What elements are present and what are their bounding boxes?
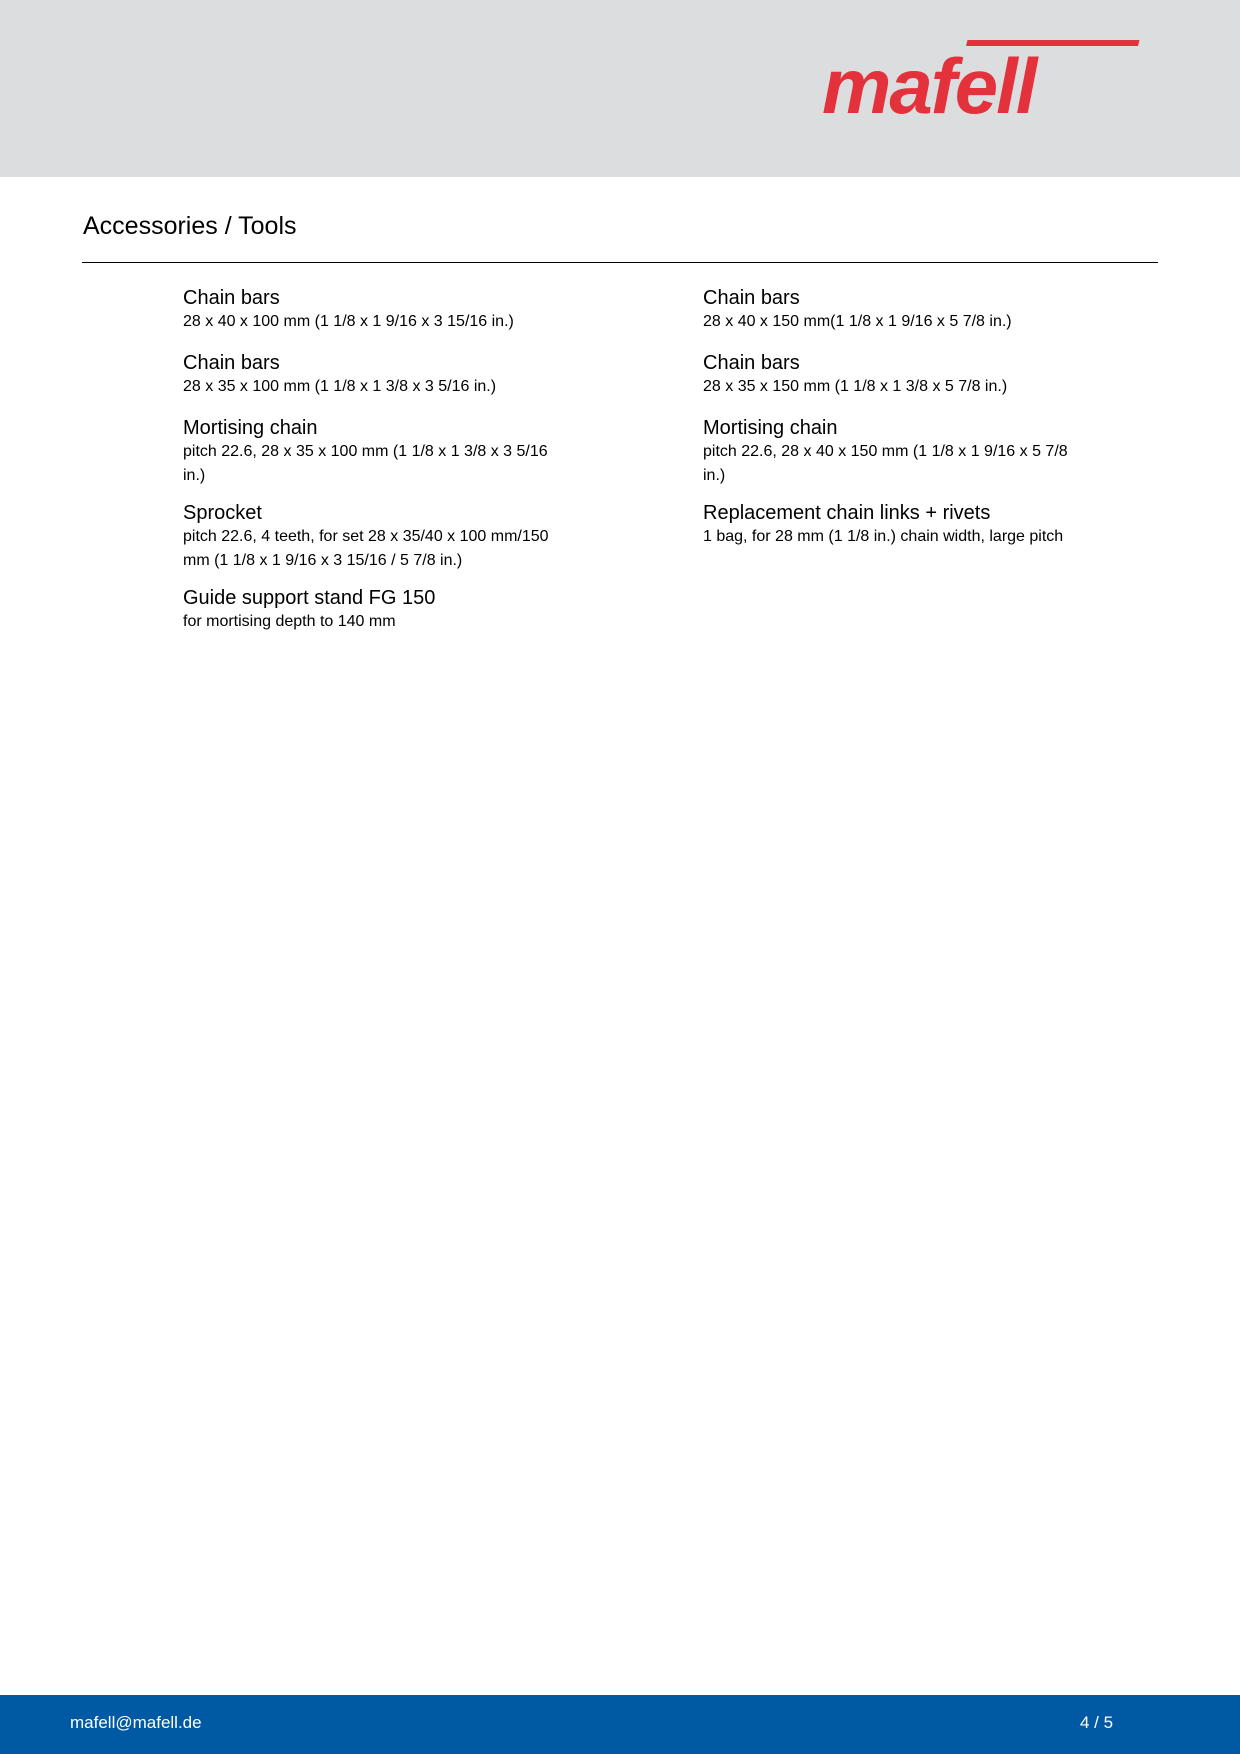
accessory-item [183,501,553,573]
section-title: Accessories / Tools [83,212,297,240]
accessory-item [183,416,553,488]
item-description: pitch 22.6, 4 teeth, for set 28 x 35/40 x 100 mm/150 mm (1 1/8 x 1 9/16 x 3 15/16 / 5 7/8 in.) [183,528,549,569]
item-description: 28 x 35 x 150 mm (1 1/8 x 1 3/8 x 5 7/8 in.) [703,378,1008,395]
accessory-item [703,286,1073,334]
item-description: 28 x 40 x 150 mm(1 1/8 x 1 9/16 x 5 7/8 in.) [703,313,1012,330]
item-name: Guide support stand FG 150 [183,587,436,609]
item-name: Sprocket [183,502,262,524]
item-description: 1 bag, for 28 mm (1 1/8 in.) chain width, large pitch [703,528,1064,545]
item-name: Mortising chain [183,417,318,439]
page-header [0,0,1240,177]
accessory-item [703,501,1073,549]
item-description: pitch 22.6, 28 x 35 x 100 mm (1 1/8 x 1 3/8 x 3 5/16 in.) [183,443,548,484]
accessory-item [703,416,1073,488]
section-divider [82,262,1158,263]
item-name: Replacement chain links + rivets [703,502,991,524]
item-name: Chain bars [703,352,800,374]
page-number: 4 / 5 [1080,1713,1114,1732]
mafell-logo [818,38,1148,138]
logo-wordmark: mafell [822,42,1036,130]
accessory-item [183,351,553,399]
item-name: Mortising chain [703,417,838,439]
item-name: Chain bars [183,352,280,374]
accessory-item [183,586,553,634]
footer-email[interactable]: mafell@mafell.de [70,1713,202,1732]
accessory-item [703,351,1073,399]
item-name: Chain bars [183,287,280,309]
item-description: 28 x 40 x 100 mm (1 1/8 x 1 9/16 x 3 15/16 in.) [183,313,514,330]
item-description: for mortising depth to 140 mm [183,613,396,630]
item-description: 28 x 35 x 100 mm (1 1/8 x 1 3/8 x 3 5/16 in.) [183,378,497,395]
item-name: Chain bars [703,287,800,309]
accessory-item [183,286,553,334]
item-description: pitch 22.6, 28 x 40 x 150 mm (1 1/8 x 1 9/16 x 5 7/8 in.) [703,443,1068,484]
page-footer [0,1695,1240,1754]
